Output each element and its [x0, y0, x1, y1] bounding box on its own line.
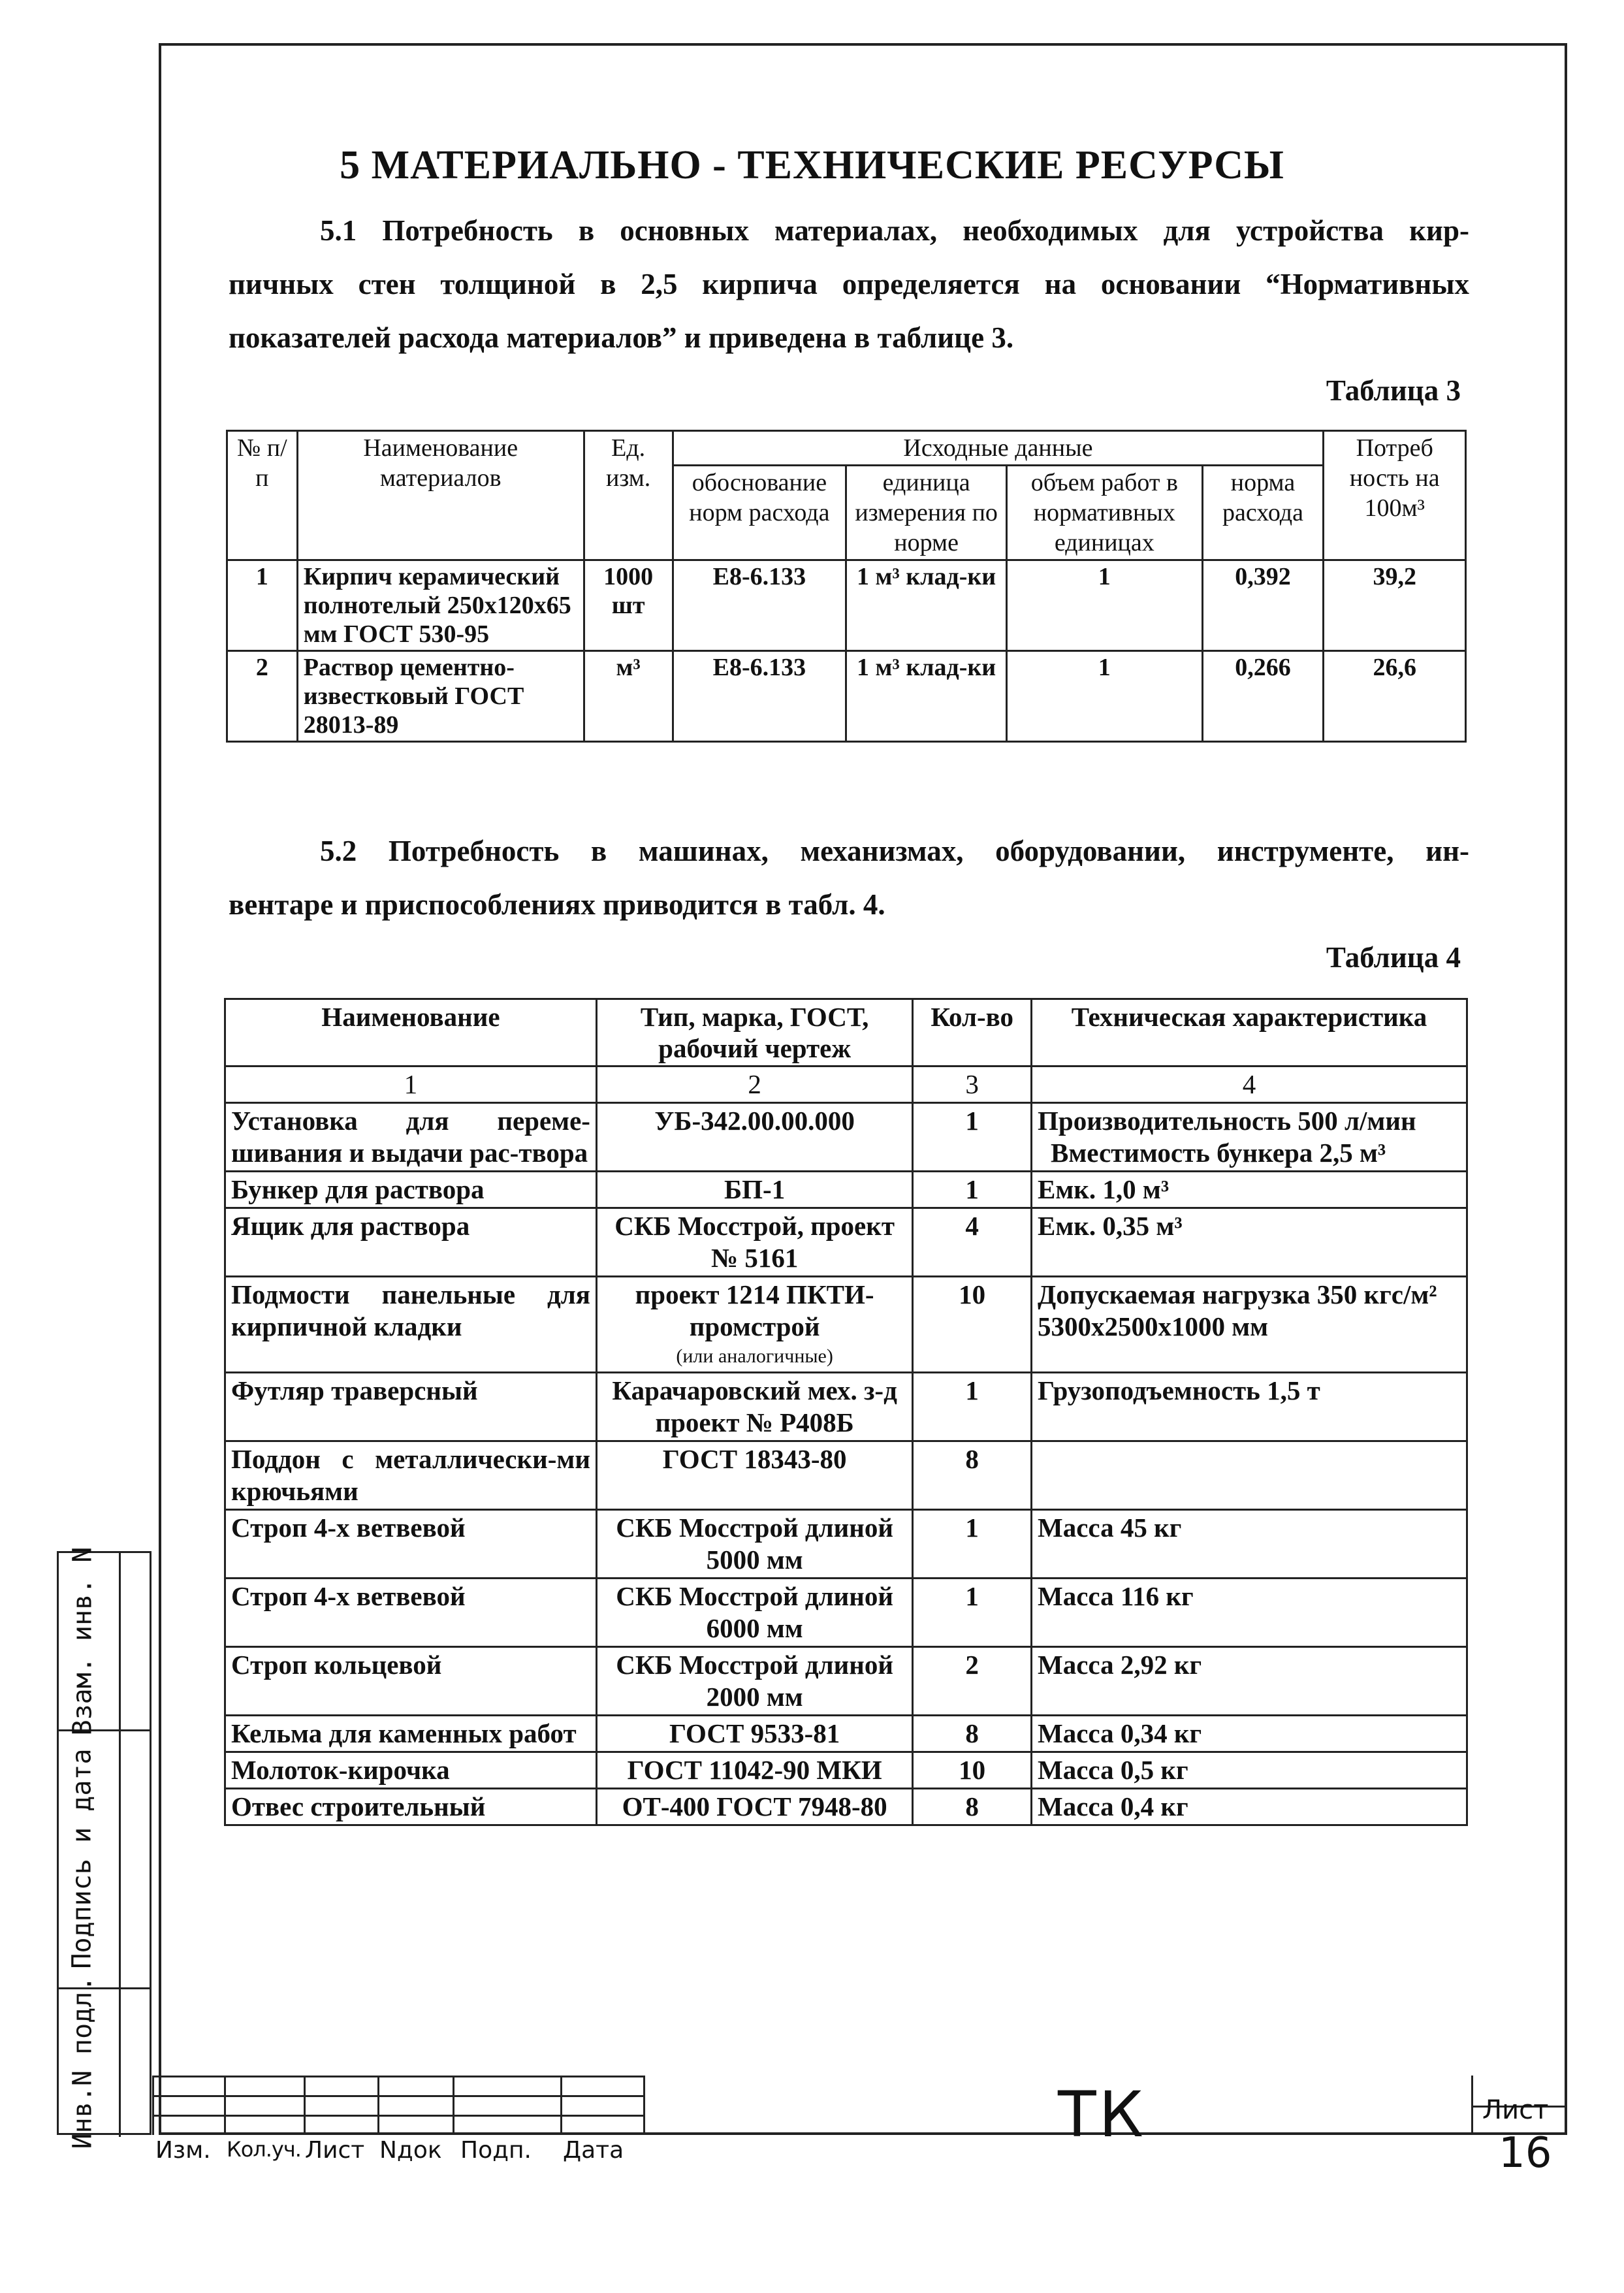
t4-type: проект 1214 ПКТИ-промстрой — [635, 1279, 874, 1341]
para2-line: вентаре и приспособлениях приводится в табл. 4. — [229, 888, 885, 921]
t4-colnum: 1 — [225, 1066, 597, 1103]
t4-cell: СКБ Мосстрой длиной 5000 мм — [596, 1510, 912, 1579]
t4-cell: 1 — [913, 1103, 1032, 1172]
t4-cell: Масса 0,4 кг — [1032, 1789, 1467, 1825]
t3-cell: 1 — [1006, 651, 1202, 742]
t4-cell: Установка для переме-шивания и выдачи рас-твора — [225, 1103, 597, 1172]
t4-cell: БП-1 — [596, 1172, 912, 1208]
t4-cell: Кельма для каменных работ — [225, 1716, 597, 1752]
t4-header-spec: Техническая характеристика — [1032, 999, 1467, 1066]
t4-cell: 8 — [913, 1441, 1032, 1510]
t4-colnum: 3 — [913, 1066, 1032, 1103]
title-block — [152, 2076, 1567, 2135]
t4-cell: 8 — [913, 1716, 1032, 1752]
t4-cell: 8 — [913, 1789, 1032, 1825]
page-title: 5 МАТЕРИАЛЬНО - ТЕХНИЧЕСКИЕ РЕСУРСЫ — [340, 143, 1284, 187]
tb-podp: Подп. — [460, 2137, 532, 2164]
t3-header-rate: норма расхода — [1202, 466, 1324, 560]
t4-cell: Емк. 0,35 м³ — [1032, 1208, 1467, 1277]
t4-cell: Масса 0,5 кг — [1032, 1752, 1467, 1789]
t4-cell: 10 — [913, 1277, 1032, 1373]
tb-code: ТК — [1058, 2078, 1146, 2151]
t3-header-source: Исходные данные — [673, 431, 1324, 466]
stamp-podpis: Подпись и дата — [67, 1748, 97, 1969]
table-row — [225, 1373, 1467, 1441]
t4-spec: Вместимость бункера 2,5 м³ — [1051, 1138, 1386, 1168]
t4-cell: Масса 0,34 кг — [1032, 1716, 1467, 1752]
t3-header-need: Потреб ность на 100м³ — [1324, 431, 1466, 560]
t3-cell: 1 — [1006, 560, 1202, 651]
t4-cell — [1032, 1441, 1467, 1510]
t3-cell: Е8-6.133 — [673, 651, 846, 742]
t4-colnum: 4 — [1032, 1066, 1467, 1103]
t3-cell: м³ — [584, 651, 673, 742]
para1-line: пичных стен толщиной в 2,5 кирпича определяется на основании “Нормативных — [229, 268, 1469, 300]
table-row — [225, 1789, 1467, 1825]
t4-cell: Бункер для раствора — [225, 1172, 597, 1208]
t4-cell: ГОСТ 11042-90 МКИ — [596, 1752, 912, 1789]
t3-header-basis: обоснование норм расхода — [673, 466, 846, 560]
side-stamp — [57, 1547, 151, 2149]
t4-cell — [596, 1277, 912, 1373]
tb-ndok: Nдок — [379, 2137, 442, 2164]
t4-cell: ОТ-400 ГОСТ 7948-80 — [596, 1789, 912, 1825]
stamp-vzam: Взам. инв. N — [67, 1547, 98, 1736]
table-row — [225, 1277, 1467, 1373]
t4-cell — [1032, 1277, 1467, 1373]
t3-cell: Е8-6.133 — [673, 560, 846, 651]
tb-kol: Кол.уч. — [227, 2137, 301, 2162]
table3-label: Таблица 3 — [1326, 374, 1461, 407]
t3-cell: 2 — [227, 651, 298, 742]
t4-cell: Отвес строительный — [225, 1789, 597, 1825]
t4-cell: 10 — [913, 1752, 1032, 1789]
t4-cell: 1 — [913, 1579, 1032, 1647]
t4-cell: Емк. 1,0 м³ — [1032, 1172, 1467, 1208]
t3-cell: 0,266 — [1202, 651, 1324, 742]
t4-cell: Футляр траверсный — [225, 1373, 597, 1441]
para2-line: 5.2 Потребность в машинах, механизмах, оборудовании, инструменте, ин- — [320, 835, 1469, 867]
t4-spec: Допускаемая нагрузка 350 кгс/м² — [1038, 1279, 1437, 1309]
t4-header-type: Тип, марка, ГОСТ, рабочий чертеж — [596, 999, 912, 1066]
t3-cell: 1000 шт — [584, 560, 673, 651]
t4-cell: 2 — [913, 1647, 1032, 1716]
paragraph-5-2 — [229, 824, 1469, 931]
stamp-invpodl: Инв.N подл. — [67, 1976, 97, 2149]
table-row — [225, 1579, 1467, 1647]
t3-header-meas: единица измерения по норме — [846, 466, 1007, 560]
t4-cell: Подмости панельные для кирпичной кладки — [225, 1277, 597, 1373]
t3-header-vol: объем работ в нормативных единицах — [1006, 466, 1202, 560]
t4-cell: Строп 4-х ветвевой — [225, 1579, 597, 1647]
paragraph-5-1 — [229, 204, 1469, 364]
t4-cell: Молоток-кирочка — [225, 1752, 597, 1789]
t4-cell: Ящик для раствора — [225, 1208, 597, 1277]
t4-type-note: (или аналогичные) — [676, 1345, 833, 1367]
t4-cell: Карачаровский мех. з-д проект № Р408Б — [596, 1373, 912, 1441]
t4-cell: 4 — [913, 1208, 1032, 1277]
t3-cell: 39,2 — [1324, 560, 1466, 651]
t4-cell: 1 — [913, 1373, 1032, 1441]
t4-cell: 1 — [913, 1510, 1032, 1579]
t3-cell: 0,392 — [1202, 560, 1324, 651]
t4-cell: СКБ Мосстрой длиной 6000 мм — [596, 1579, 912, 1647]
table-row — [227, 560, 1466, 651]
t4-spec: 5300х2500х1000 мм — [1038, 1311, 1269, 1341]
table-row — [225, 1103, 1467, 1172]
table-row — [225, 1208, 1467, 1277]
t3-cell: 1 м³ клад-ки — [846, 560, 1007, 651]
t3-cell: Кирпич керамический полнотелый 250х120х65 мм ГОСТ 530-95 — [297, 560, 584, 651]
tb-data: Дата — [563, 2137, 624, 2164]
t4-cell: Поддон с металлически-ми крючьями — [225, 1441, 597, 1510]
t4-cell: Масса 116 кг — [1032, 1579, 1467, 1647]
t4-colnum: 2 — [596, 1066, 912, 1103]
t3-cell: Раствор цементно-известковый ГОСТ 28013-89 — [297, 651, 584, 742]
t4-cell — [1032, 1103, 1467, 1172]
table-row — [225, 1441, 1467, 1510]
t4-spec: Производительность 500 л/мин — [1038, 1106, 1416, 1136]
t3-header-unit: Ед. изм. — [584, 431, 673, 560]
para1-line: показателей расхода материалов” и приведена в таблице 3. — [229, 321, 1014, 354]
t4-cell: Грузоподъемность 1,5 т — [1032, 1373, 1467, 1441]
t4-cell: Масса 45 кг — [1032, 1510, 1467, 1579]
para1-line: 5.1 Потребность в основных материалах, необходимых для устройства кир- — [320, 214, 1469, 247]
table-4 — [224, 998, 1468, 1826]
table-row — [227, 651, 1466, 742]
t3-header-name: Наименование материалов — [297, 431, 584, 560]
tb-sheet-number: 16 — [1499, 2129, 1552, 2177]
tb-list: Лист — [305, 2137, 365, 2164]
t4-cell: Строп 4-х ветвевой — [225, 1510, 597, 1579]
t4-header-name: Наименование — [225, 999, 597, 1066]
t4-cell: Масса 2,92 кг — [1032, 1647, 1467, 1716]
t4-cell: Строп кольцевой — [225, 1647, 597, 1716]
t4-cell: УБ-342.00.00.000 — [596, 1103, 912, 1172]
t4-cell: ГОСТ 9533-81 — [596, 1716, 912, 1752]
table-row — [225, 1752, 1467, 1789]
t3-cell: 1 — [227, 560, 298, 651]
t4-cell: СКБ Мосстрой, проект № 5161 — [596, 1208, 912, 1277]
table-row — [225, 1647, 1467, 1716]
table4-label: Таблица 4 — [1326, 941, 1461, 974]
t4-cell: СКБ Мосстрой длиной 2000 мм — [596, 1647, 912, 1716]
table-3 — [226, 430, 1467, 743]
table-row — [225, 1172, 1467, 1208]
t3-cell: 26,6 — [1324, 651, 1466, 742]
t4-cell: ГОСТ 18343-80 — [596, 1441, 912, 1510]
t3-cell: 1 м³ клад-ки — [846, 651, 1007, 742]
table-row — [225, 1716, 1467, 1752]
t4-cell: 1 — [913, 1172, 1032, 1208]
table-row — [225, 1510, 1467, 1579]
t4-header-qty: Кол-во — [913, 999, 1032, 1066]
tb-sheet-label: Лист — [1482, 2095, 1549, 2125]
t3-header-no: № п/п — [227, 431, 298, 560]
tb-izm: Изм. — [155, 2137, 211, 2164]
